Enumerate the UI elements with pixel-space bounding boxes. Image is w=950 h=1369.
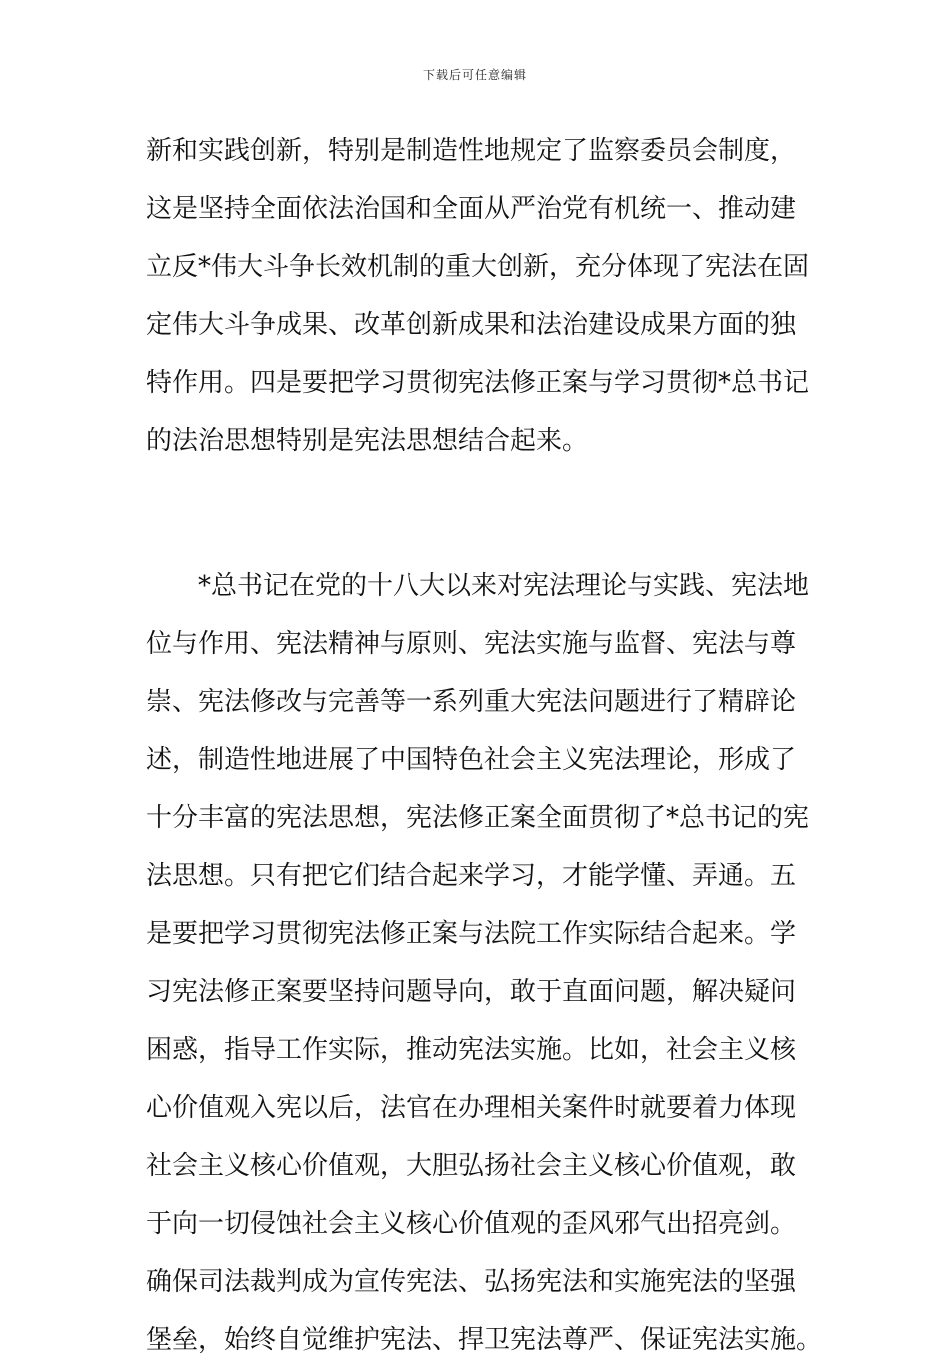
paragraph-line: 十分丰富的宪法思想，宪法修正案全面贯彻了*总书记的宪 <box>146 803 810 833</box>
paragraph-line: 堡垒，始终自觉维护宪法、捍卫宪法尊严、保证宪法实施。 <box>146 1325 823 1355</box>
paragraph-line: 定伟大斗争成果、改革创新成果和法治建设成果方面的独 <box>146 310 797 340</box>
paragraph-line: 的法治思想特别是宪法思想结合起来。 <box>146 426 589 456</box>
document-body <box>146 122 823 1369</box>
paragraph-line: 习宪法修正案要坚持问题导向，敢于直面问题，解决疑问 <box>146 977 797 1007</box>
paragraph-line: 确保司法裁判成为宣传宪法、弘扬宪法和实施宪法的坚强 <box>146 1267 797 1297</box>
paragraph-line: 新和实践创新，特别是制造性地规定了监察委员会制度， <box>146 136 797 166</box>
paragraph-line: 崇、宪法修改与完善等一系列重大宪法问题进行了精辟论 <box>146 687 797 717</box>
paragraph-gap <box>146 470 810 557</box>
paragraph-line: 于向一切侵蚀社会主义核心价值观的歪风邪气出招亮剑。 <box>146 1209 797 1239</box>
paragraph-line: 这是坚持全面依法治国和全面从严治党有机统一、推动建 <box>146 194 797 224</box>
paragraph-line: 位与作用、宪法精神与原则、宪法实施与监督、宪法与尊 <box>146 629 797 659</box>
paragraph-line: 述，制造性地进展了中国特色社会主义宪法理论，形成了 <box>146 745 797 775</box>
paragraph-line: 社会主义核心价值观，大胆弘扬社会主义核心价值观，敢 <box>146 1151 797 1181</box>
paragraph-line: 立反*伟大斗争长效机制的重大创新，充分体现了宪法在固 <box>146 252 810 282</box>
paragraph-1 <box>146 122 810 470</box>
paragraph-2 <box>146 557 823 1369</box>
header-note: 下载后可任意编辑 <box>422 68 527 82</box>
paragraph-line: *总书记在党的十八大以来对宪法理论与实践、宪法地 <box>198 571 810 601</box>
paragraph-line: 法思想。只有把它们结合起来学习，才能学懂、弄通。五 <box>146 861 797 891</box>
paragraph-line: 是要把学习贯彻宪法修正案与法院工作实际结合起来。学 <box>146 919 797 949</box>
paragraph-line: 特作用。四是要把学习贯彻宪法修正案与学习贯彻*总书记 <box>146 368 810 398</box>
paragraph-line: 心价值观入宪以后，法官在办理相关案件时就要着力体现 <box>146 1093 797 1123</box>
paragraph-line: 困惑，指导工作实际，推动宪法实施。比如，社会主义核 <box>146 1035 797 1065</box>
